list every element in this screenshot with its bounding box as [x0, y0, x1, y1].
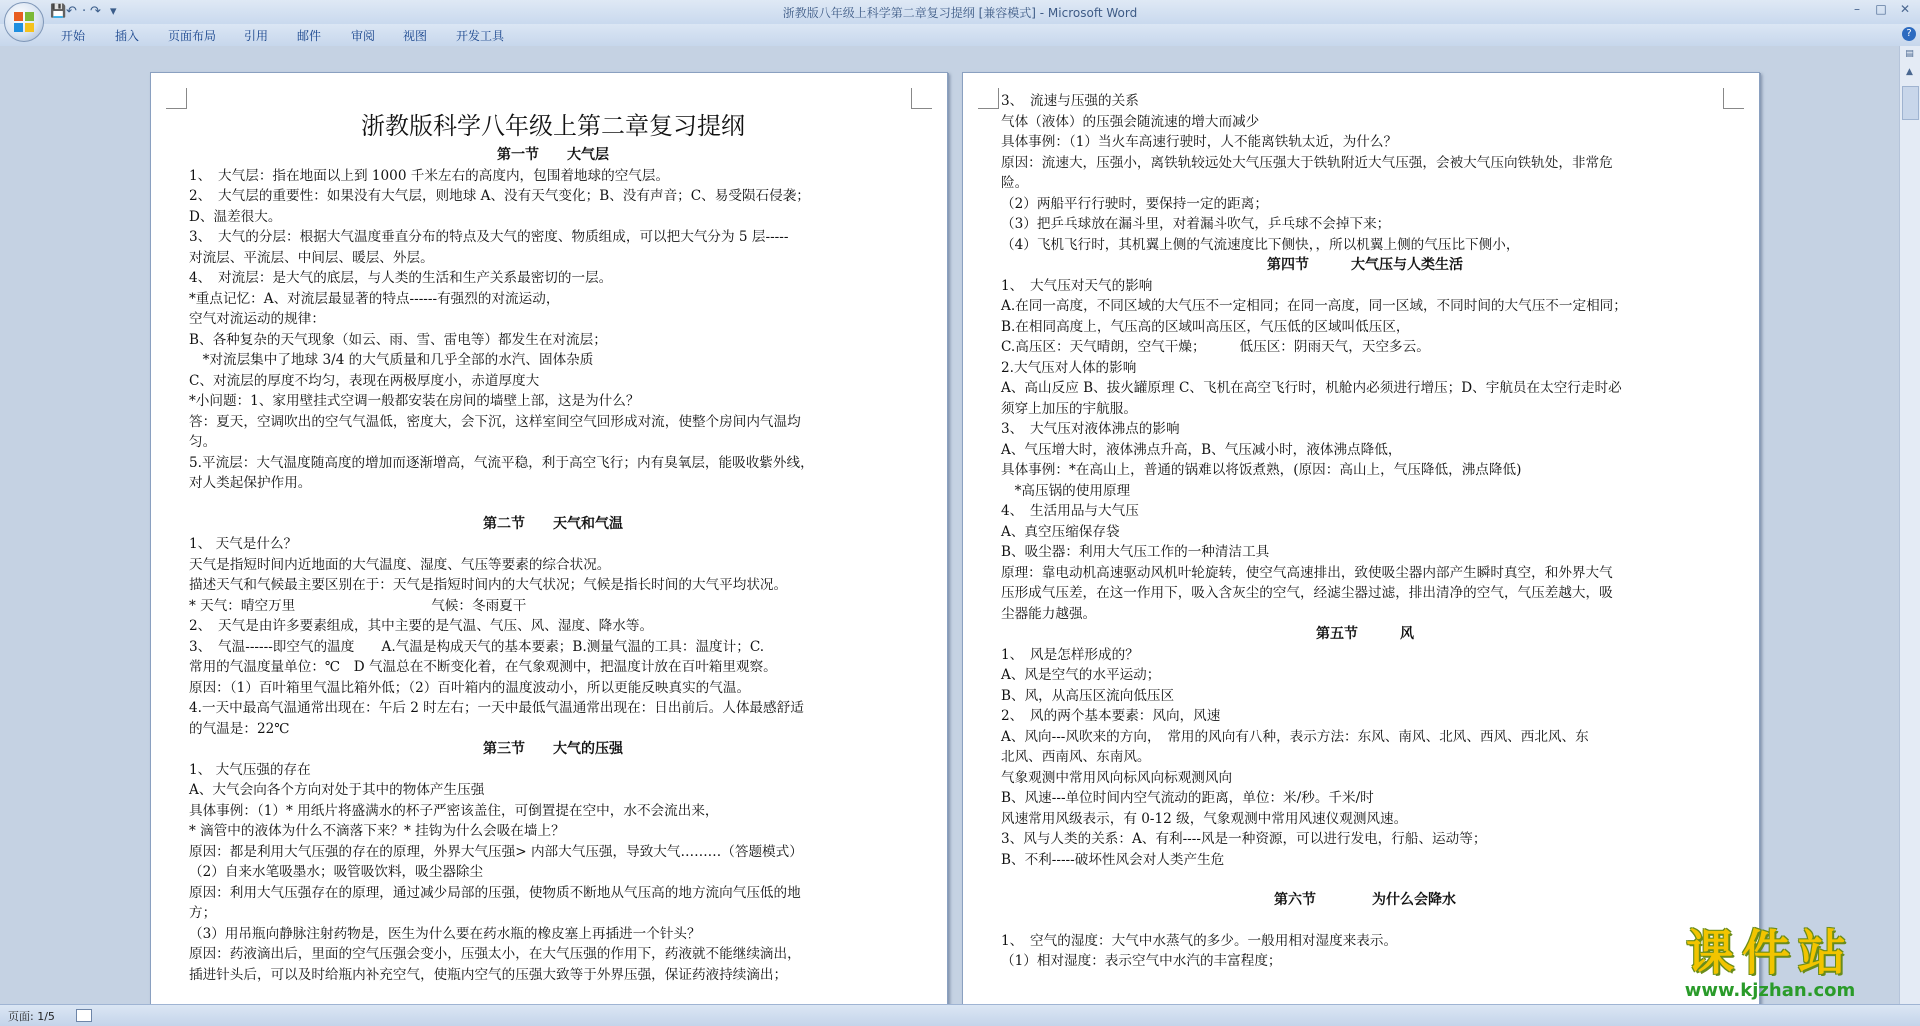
document-area[interactable]: [0, 46, 1900, 1004]
text-line: * 滴管中的液体为什么不滴落下来？* 挂钩为什么会吸在墙上？: [189, 823, 565, 839]
text-line: 压形成气压差，在这一作用下，吸入含灰尘的空气，经滤尘器过滤，排出清净的空气，气压差越大，吸: [1001, 585, 1613, 601]
text-line: 空气对流运动的规律：: [189, 311, 325, 327]
text-line: B、各种复杂的天气现象（如云、雨、雪、雷电等）都发生在对流层；: [189, 331, 607, 348]
empty-paragraph: [1001, 870, 1729, 890]
section-heading: 第一节 大气层: [497, 147, 609, 163]
watermark-logo: [1642, 926, 1898, 1008]
section-heading: 第四节 大气压与人类生活: [1267, 257, 1463, 273]
text-line: 3、风与人类的关系：A、有利----风是一种资源，可以进行发电，行船、运动等；: [1001, 831, 1487, 847]
text-line: A、高山反应 B、拔火罐原理 C、飞机在高空飞行时，机舱内必须进行增压；D、宇航员在太空行走时必: [1001, 380, 1622, 396]
text-line: 须穿上加压的宇航服。: [1001, 400, 1137, 417]
text-line: A、风是空气的水平运动；: [1001, 667, 1161, 683]
text-line: B、风速---单位时间内空气流动的距离，单位：米/秒。千米/时: [1001, 790, 1374, 806]
watermark-name: 课件站: [1685, 925, 1854, 981]
text-line: 1、 大气压对天气的影响: [1001, 277, 1153, 294]
tab-home[interactable]: 开始: [61, 29, 86, 43]
text-line: （1）相对湿度：表示空气中水汽的丰富程度；: [1001, 953, 1282, 969]
tab-developer[interactable]: 开发工具: [456, 29, 505, 43]
page-2[interactable]: [962, 72, 1760, 1004]
tab-page-layout[interactable]: 页面布局: [168, 29, 217, 43]
text-line: 对流层、平流层、中间层、暖层、外层。: [189, 249, 434, 266]
text-line: A、大气会向各个方向对处于其中的物体产生压强: [189, 782, 485, 798]
text-line: （2）自来水笔吸墨水；吸管吸饮料，吸尘器除尘: [189, 864, 484, 880]
text-line: 原因：药液滴出后，里面的空气压强会变小，压强太小，在大气压强的作用下，药液就不能继续滴出，: [189, 946, 801, 962]
text-line: 尘器能力越强。: [1001, 605, 1097, 622]
text-line: 插进针头后，可以及时给瓶内补充空气，使瓶内空气的压强大致等于外界压强，保证药液持续滴出；: [189, 966, 788, 983]
text-line: 4、 对流层：是大气的底层，与人类的生活和生产关系最密切的一层。: [189, 270, 613, 286]
text-line: 1、 大气压强的存在: [189, 761, 311, 778]
text-line: 2、 风的两个基本要素：风向，风速: [1001, 708, 1221, 724]
text-line: B、风，从高压区流向低压区: [1001, 687, 1175, 704]
text-line: 具体事例：（1）* 用纸片将盛满水的杯子严密该盖住，可倒置提在空中，水不会流出来，: [189, 802, 719, 819]
save-icon[interactable]: 💾: [50, 4, 67, 19]
text-line: B、不利-----破坏性风会对人类产生危: [1001, 851, 1225, 868]
maximize-button[interactable]: □: [1875, 2, 1887, 16]
section-heading: 第六节 为什么会降水: [1274, 892, 1456, 908]
text-line: 常用的气温度量单位：℃ D 气温总在不断变化着，在气象观测中，把温度计放在百叶箱里观察。: [189, 659, 777, 675]
text-line: A、风向---风吹来的方向， 常用的风向有八种，表示方法：东风、南风、北风、西风、西北风、东: [1001, 728, 1589, 745]
status-bar: [0, 1004, 1920, 1026]
text-line: C、对流层的厚度不均匀，表现在两极厚度小，赤道厚度大: [189, 372, 540, 389]
crop-mark: [978, 88, 999, 109]
empty-paragraph: [189, 494, 917, 514]
text-line: 描述天气和气候最主要区别在于：天气是指短时间内的大气状况；气候是指长时间的大气平均状况。: [189, 577, 788, 593]
page-1-text[interactable]: [189, 107, 917, 985]
text-line: A、气压增大时，液体沸点升高，B、气压减小时，液体沸点降低，: [1001, 441, 1402, 458]
text-line: 4、 生活用品与大气压: [1001, 503, 1139, 519]
text-line: 具体事例：*在高山上，普通的锅难以将饭煮熟，(原因：高山上，气压降低，沸点降低): [1001, 462, 1522, 478]
text-line: 风速常用风级表示，有 0-12 级，气象观测中常用风速仪观测风速。: [1001, 810, 1408, 827]
tab-view[interactable]: 视图: [403, 29, 428, 43]
page-count[interactable]: 页面: 1/5: [8, 1010, 55, 1023]
text-line: D、温差很大。: [189, 208, 282, 225]
text-line: 原因：（1）百叶箱里气温比箱外低；（2）百叶箱内的温度波动小，所以更能反映真实的气温。: [189, 679, 751, 696]
text-line: 的气温是：22℃: [189, 720, 290, 737]
tab-insert[interactable]: 插入: [115, 29, 140, 43]
text-line: （3）用吊瓶向静脉注射药物是，医生为什么要在药水瓶的橡皮塞上再插进一个针头？: [189, 925, 701, 942]
window-title: 浙教版八年级上科学第二章复习提纲 [兼容模式] - Microsoft Word: [782, 6, 1138, 20]
ribbon-tab-bar: [0, 24, 1920, 47]
scroll-thumb[interactable]: [1902, 86, 1919, 120]
text-line: A.在同一高度，不同区域的大气压不一定相同；在同一高度，同一区域，不同时间的大气压不一定相同；: [1001, 298, 1627, 314]
text-line: （2）两船平行行驶时，要保持一定的距离；: [1001, 195, 1268, 212]
text-line: 险。: [1001, 175, 1029, 191]
text-line: 5.平流层：大气温度随高度的增加而逐渐增高，气流平稳，利于高空飞行；内有臭氧层，能吸收紫外线，: [189, 454, 814, 471]
text-line: B.在相同高度上，气压高的区域叫高压区，气压低的区域叫低压区，: [1001, 318, 1410, 335]
text-line: *重点记忆：A、对流层最显著的特点------有强烈的对流运动，: [189, 290, 560, 307]
text-line: 方；: [189, 905, 217, 921]
text-line: A、真空压缩保存袋: [1001, 523, 1120, 540]
text-line: 天气是指短时间内近地面的大气温度、湿度、气压等要素的综合状况。: [189, 556, 611, 573]
scroll-up-icon[interactable]: ▲: [1906, 67, 1913, 77]
text-line: 3、 流速与压强的关系: [1001, 93, 1139, 109]
text-line: 3、 气温------即空气的温度 A.气温是构成天气的基本要素；B.测量气温的工具：温度计；C.: [189, 638, 765, 655]
ruler-toggle-icon[interactable]: ▤: [1905, 49, 1914, 59]
text-line: *小问题：1、家用壁挂式空调一般都安装在房间的墙壁上部，这是为什么？: [189, 393, 640, 409]
text-line: B、吸尘器：利用大气压工作的一种清洁工具: [1001, 544, 1270, 560]
help-icon[interactable]: ?: [1902, 27, 1916, 41]
redo-icon[interactable]: ↷: [90, 4, 101, 19]
text-line: 气象观测中常用风向标风向标观测风向: [1001, 769, 1233, 786]
text-line: 1、 天气是什么？: [189, 536, 298, 552]
crop-mark: [911, 88, 932, 109]
text-line: 2.大气压对人体的影响: [1001, 359, 1137, 376]
crop-mark: [166, 88, 187, 109]
watermark-url: www.kjzhan.com: [1684, 980, 1856, 1001]
close-button[interactable]: ✕: [1899, 2, 1911, 16]
text-line: 1、 空气的湿度：大气中水蒸气的多少。一般用相对湿度来表示。: [1001, 932, 1398, 949]
text-line: C.高压区：天气晴朗，空气干燥； 低压区：阴雨天气，天空多云。: [1001, 339, 1430, 355]
vertical-scrollbar[interactable]: [1899, 46, 1920, 1004]
macro-record-icon[interactable]: [76, 1009, 92, 1022]
undo-icon[interactable]: ↶: [66, 4, 77, 19]
text-line: 3、 大气压对液体沸点的影响: [1001, 421, 1180, 437]
empty-paragraph: [1001, 911, 1729, 931]
text-line: 答：夏天，空调吹出的空气气温低，密度大，会下沉，这样室间空气回形成对流，使整个房间内气温均: [189, 413, 801, 430]
text-line: （4）飞机飞行时，其机翼上侧的气流速度比下侧快，，所以机翼上侧的气压比下侧小，: [1001, 236, 1520, 253]
title-bar: [0, 0, 1920, 25]
tab-mailings[interactable]: 邮件: [297, 29, 322, 43]
text-line: （3）把乒乓球放在漏斗里，对着漏斗吹气，乒乓球不会掉下来；: [1001, 216, 1391, 232]
text-line: 2、 天气是由许多要素组成，其中主要的是气温、气压、风、湿度、降水等。: [189, 618, 654, 634]
section-heading: 第三节 大气的压强: [483, 741, 623, 757]
text-line: 原因：利用大气压强存在的原理，通过减少局部的压强，使物质不断地从气压高的地方流向气压低的地: [189, 884, 801, 901]
page-1[interactable]: [150, 72, 948, 1004]
text-line: * 天气：晴空万里 气候：冬雨夏干: [189, 597, 527, 614]
customize-toolbar-icon[interactable]: ▾: [110, 4, 117, 19]
text-line: 1、 风是怎样形成的？: [1001, 646, 1139, 663]
office-logo-icon: [14, 12, 34, 32]
office-button[interactable]: [4, 2, 44, 42]
document-title: 浙教版科学八年级上第二章复习提纲: [361, 112, 745, 140]
text-line: 1、 大气层：指在地面以上到 1000 千米左右的高度内，包围着地球的空气层。: [189, 167, 670, 184]
tab-review[interactable]: 审阅: [351, 29, 376, 43]
text-line: 北风、西南风、东南风。: [1001, 749, 1151, 765]
minimize-button[interactable]: –: [1854, 2, 1860, 16]
text-line: 原因：流速大，压强小，离铁轨较远处大气压强大于铁轨附近大气压强，会被大气压向铁轨处，非常危: [1001, 154, 1613, 171]
text-line: 原理：靠电动机高速驱动风机叶轮旋转，使空气高速排出，致使吸尘器内部产生瞬时真空，和外界大气: [1001, 564, 1613, 581]
text-line: *对流层集中了地球 3/4 的大气质量和几乎全部的水汽、固体杂质: [189, 352, 594, 368]
text-line: 4.一天中最高气温通常出现在：午后 2 时左右；一天中最低气温通常出现在：日出前后。人体最感舒适: [189, 700, 804, 716]
separator-dot: ·: [82, 4, 87, 19]
text-line: *高压锅的使用原理: [1001, 482, 1131, 499]
text-line: 原因：都是利用大气压强的存在的原理，外界大气压强> 内部大气压强，导致大气………（答题模式）: [189, 843, 803, 860]
text-line: 具体事例：（1）当火车高速行驶时，人不能离铁轨太近，为什么？: [1001, 134, 1398, 150]
section-heading: 第五节 风: [1316, 626, 1414, 642]
tab-references[interactable]: 引用: [244, 29, 269, 43]
text-line: 3、 大气的分层：根据大气温度垂直分布的特点及大气的密度、物质组成，可以把大气分为 5 层-----: [189, 229, 789, 245]
text-line: 气体（液体）的压强会随流速的增大而减少: [1001, 113, 1260, 130]
text-line: 2、 大气层的重要性：如果没有大气层，则地球 A、没有天气变化；B、没有声音；C、易受陨石侵袭；: [189, 188, 810, 204]
text-line: 匀。: [189, 434, 217, 450]
page-2-text[interactable]: [1001, 91, 1729, 972]
section-heading: 第二节 天气和气温: [483, 515, 623, 532]
text-line: 对人类起保护作用。: [189, 475, 312, 491]
